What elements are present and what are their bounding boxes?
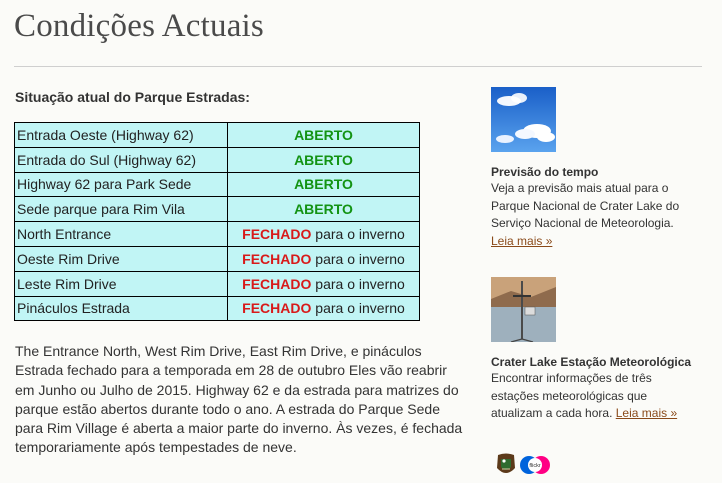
- road-name-cell: Entrada do Sul (Highway 62): [15, 147, 228, 172]
- road-status-cell: [228, 222, 420, 247]
- road-name-cell: Leste Rim Drive: [15, 271, 228, 296]
- page-title: Condições Actuais: [14, 8, 264, 44]
- road-name-cell: Sede parque para Rim Vila: [15, 197, 228, 222]
- weather-forecast-title: Previsão do tempo: [491, 165, 599, 179]
- status-open: ABERTO: [294, 126, 353, 143]
- sky-clouds-image[interactable]: [491, 87, 556, 152]
- status-suffix: para o inverno: [311, 250, 405, 267]
- road-row: [15, 271, 420, 296]
- road-status-cell: [228, 271, 420, 296]
- road-status-cell: [228, 246, 420, 271]
- status-closed: FECHADO: [242, 300, 312, 317]
- weather-forecast-description: Veja a previsão mais atual para o Parque Nacional de Crater Lake do Serviço Nacional de Meteorologia.: [491, 181, 680, 230]
- road-info-paragraph: The Entrance North, West Rim Drive, East Rim Drive, e pináculos Estrada fechado para a temporada em 28 de outubro Eles vão reabrir em Junho ou Julho de 2015. Highway 62 e da estrada para matrizes do parque estão abertos durante todo o ano. A estrada do Parque Sede para Rim Village é aberta a maior parte do inverno. Às vezes, é fechada temporariamente após tempestades de neve.: [15, 343, 463, 456]
- status-suffix: para o inverno: [311, 275, 405, 292]
- road-status-cell: [228, 172, 420, 197]
- road-status-table: [14, 122, 420, 321]
- status-open: ABERTO: [294, 151, 353, 168]
- weather-station-title: Crater Lake Estação Meteorológica: [491, 355, 692, 369]
- road-name-cell: Entrada Oeste (Highway 62): [15, 123, 228, 148]
- road-status-cell: [228, 123, 420, 148]
- flickr-icon[interactable]: [520, 456, 550, 474]
- status-open: ABERTO: [294, 176, 353, 193]
- social-logos: [494, 452, 556, 478]
- station-read-more-link[interactable]: Leia mais »: [615, 406, 678, 420]
- road-name-cell: Oeste Rim Drive: [15, 246, 228, 271]
- title-divider: [14, 66, 702, 67]
- road-status-heading: Situação atual do Parque Estradas:: [15, 89, 250, 105]
- weather-station-text: [491, 370, 696, 423]
- road-status-cell: [228, 147, 420, 172]
- road-name-cell: Highway 62 para Park Sede: [15, 172, 228, 197]
- road-status-cell: [228, 197, 420, 222]
- road-row: [15, 197, 420, 222]
- road-row: [15, 296, 420, 321]
- road-row: [15, 147, 420, 172]
- road-name-cell: North Entrance: [15, 222, 228, 247]
- weather-station-description: Encontrar informações de três estações meteorológicas que atualizam a cada hora.: [491, 371, 652, 420]
- status-closed: FECHADO: [242, 250, 312, 267]
- status-closed: FECHADO: [242, 226, 312, 243]
- road-name-cell: Pináculos Estrada: [15, 296, 228, 321]
- status-open: ABERTO: [294, 201, 353, 218]
- road-row: [15, 222, 420, 247]
- weather-read-more-link[interactable]: Leia mais »: [491, 233, 553, 248]
- nps-arrowhead-icon[interactable]: [497, 454, 515, 474]
- weather-station-image[interactable]: [491, 277, 556, 342]
- road-row: [15, 172, 420, 197]
- status-suffix: para o inverno: [311, 226, 405, 243]
- flickr-label: flickr: [529, 463, 541, 469]
- road-row: [15, 123, 420, 148]
- weather-forecast-text: [491, 180, 696, 250]
- road-row: [15, 246, 420, 271]
- road-status-cell: [228, 296, 420, 321]
- status-closed: FECHADO: [242, 275, 312, 292]
- status-suffix: para o inverno: [311, 300, 405, 317]
